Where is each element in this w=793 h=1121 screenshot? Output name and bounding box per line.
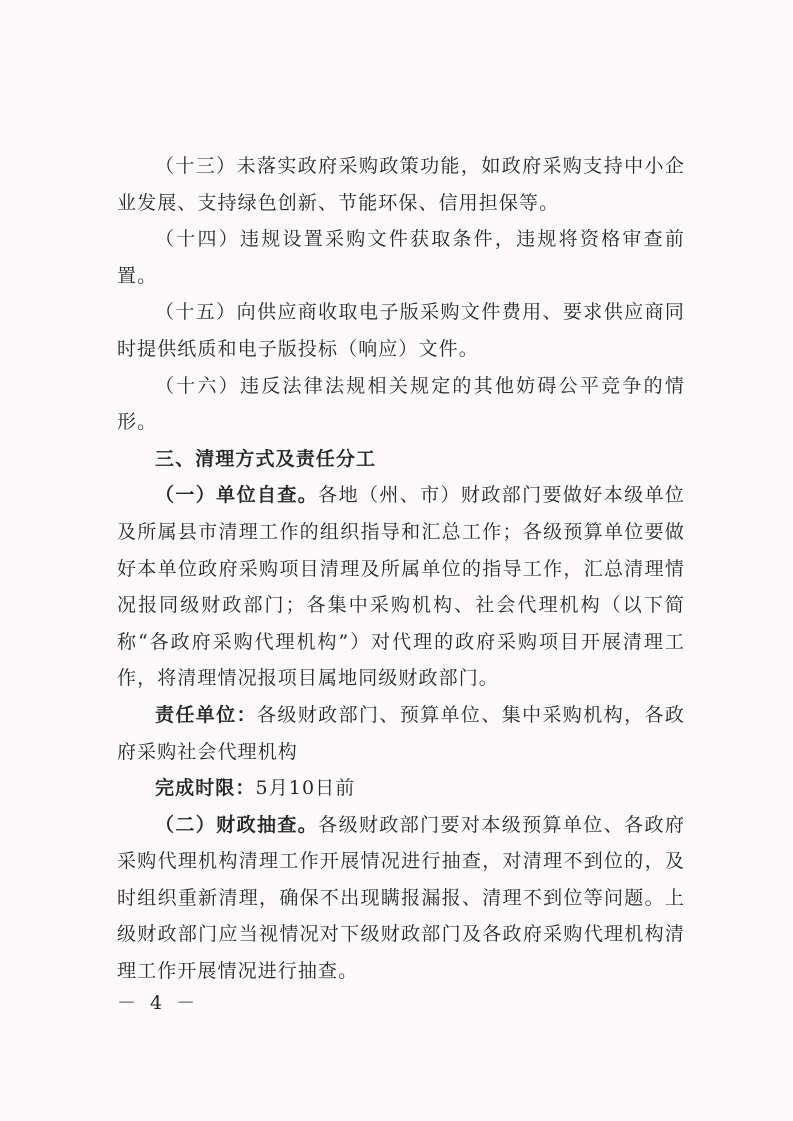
paragraph-item-15: （十五）向供应商收取电子版采购文件费用、要求供应商同时提供纸质和电子版投标（响应）文件。 (117, 301, 685, 360)
paragraph-item-14: （十四）违规设置采购文件获取条件，违规将资格审查前置。 (117, 228, 685, 287)
paragraph-deadline: 完成时限：5月10日前 (155, 777, 356, 800)
paragraph-item-13: （十三）未落实政府采购政策功能，如政府采购支持中小企业发展、支持绿色创新、节能环保、信用担保等。 (117, 155, 685, 214)
paragraph-lead: （一）单位自查。 (155, 484, 319, 507)
page-number: － 4 － (117, 992, 200, 1014)
paragraph-lead: （二）财政抽查。 (155, 813, 319, 836)
paragraph-item-16: （十六）违反法律法规相关规定的其他妨碍公平竞争的情形。 (117, 374, 685, 434)
paragraph-self-check: （一）单位自查。各地（州、市）财政部门要做好本级单位及所属县市清理工作的组织指导和汇总工作；各级预算单位要做好本单位政府采购项目清理及所属单位的指导工作，汇总清理情况报同级财政部门；各集中采购机构、社会代理机构（以下简称“各政府采购代理机构”）对代理的政府采购项目开展清理工作，将清理情况报项目属地同级财政部门。 (117, 484, 685, 690)
paragraph-lead: 完成时限： (155, 777, 256, 800)
paragraph-responsible-units: 责任单位：各级财政部门、预算单位、集中采购机构，各政府采购社会代理机构 (117, 703, 685, 763)
paragraph-spot-check: （二）财政抽查。各级财政部门要对本级预算单位、各政府采购代理机构清理工作开展情况进行抽查，对清理不到位的，及时组织重新清理，确保不出现瞒报漏报、清理不到位等问题。上级财政部门应当视情况对下级财政部门及各政府采购代理机构清理工作开展情况进行抽查。 (117, 813, 685, 983)
document-body (117, 148, 685, 990)
section-heading: 三、清理方式及责任分工 (155, 447, 377, 470)
paragraph-lead: 责任单位： (155, 703, 257, 726)
